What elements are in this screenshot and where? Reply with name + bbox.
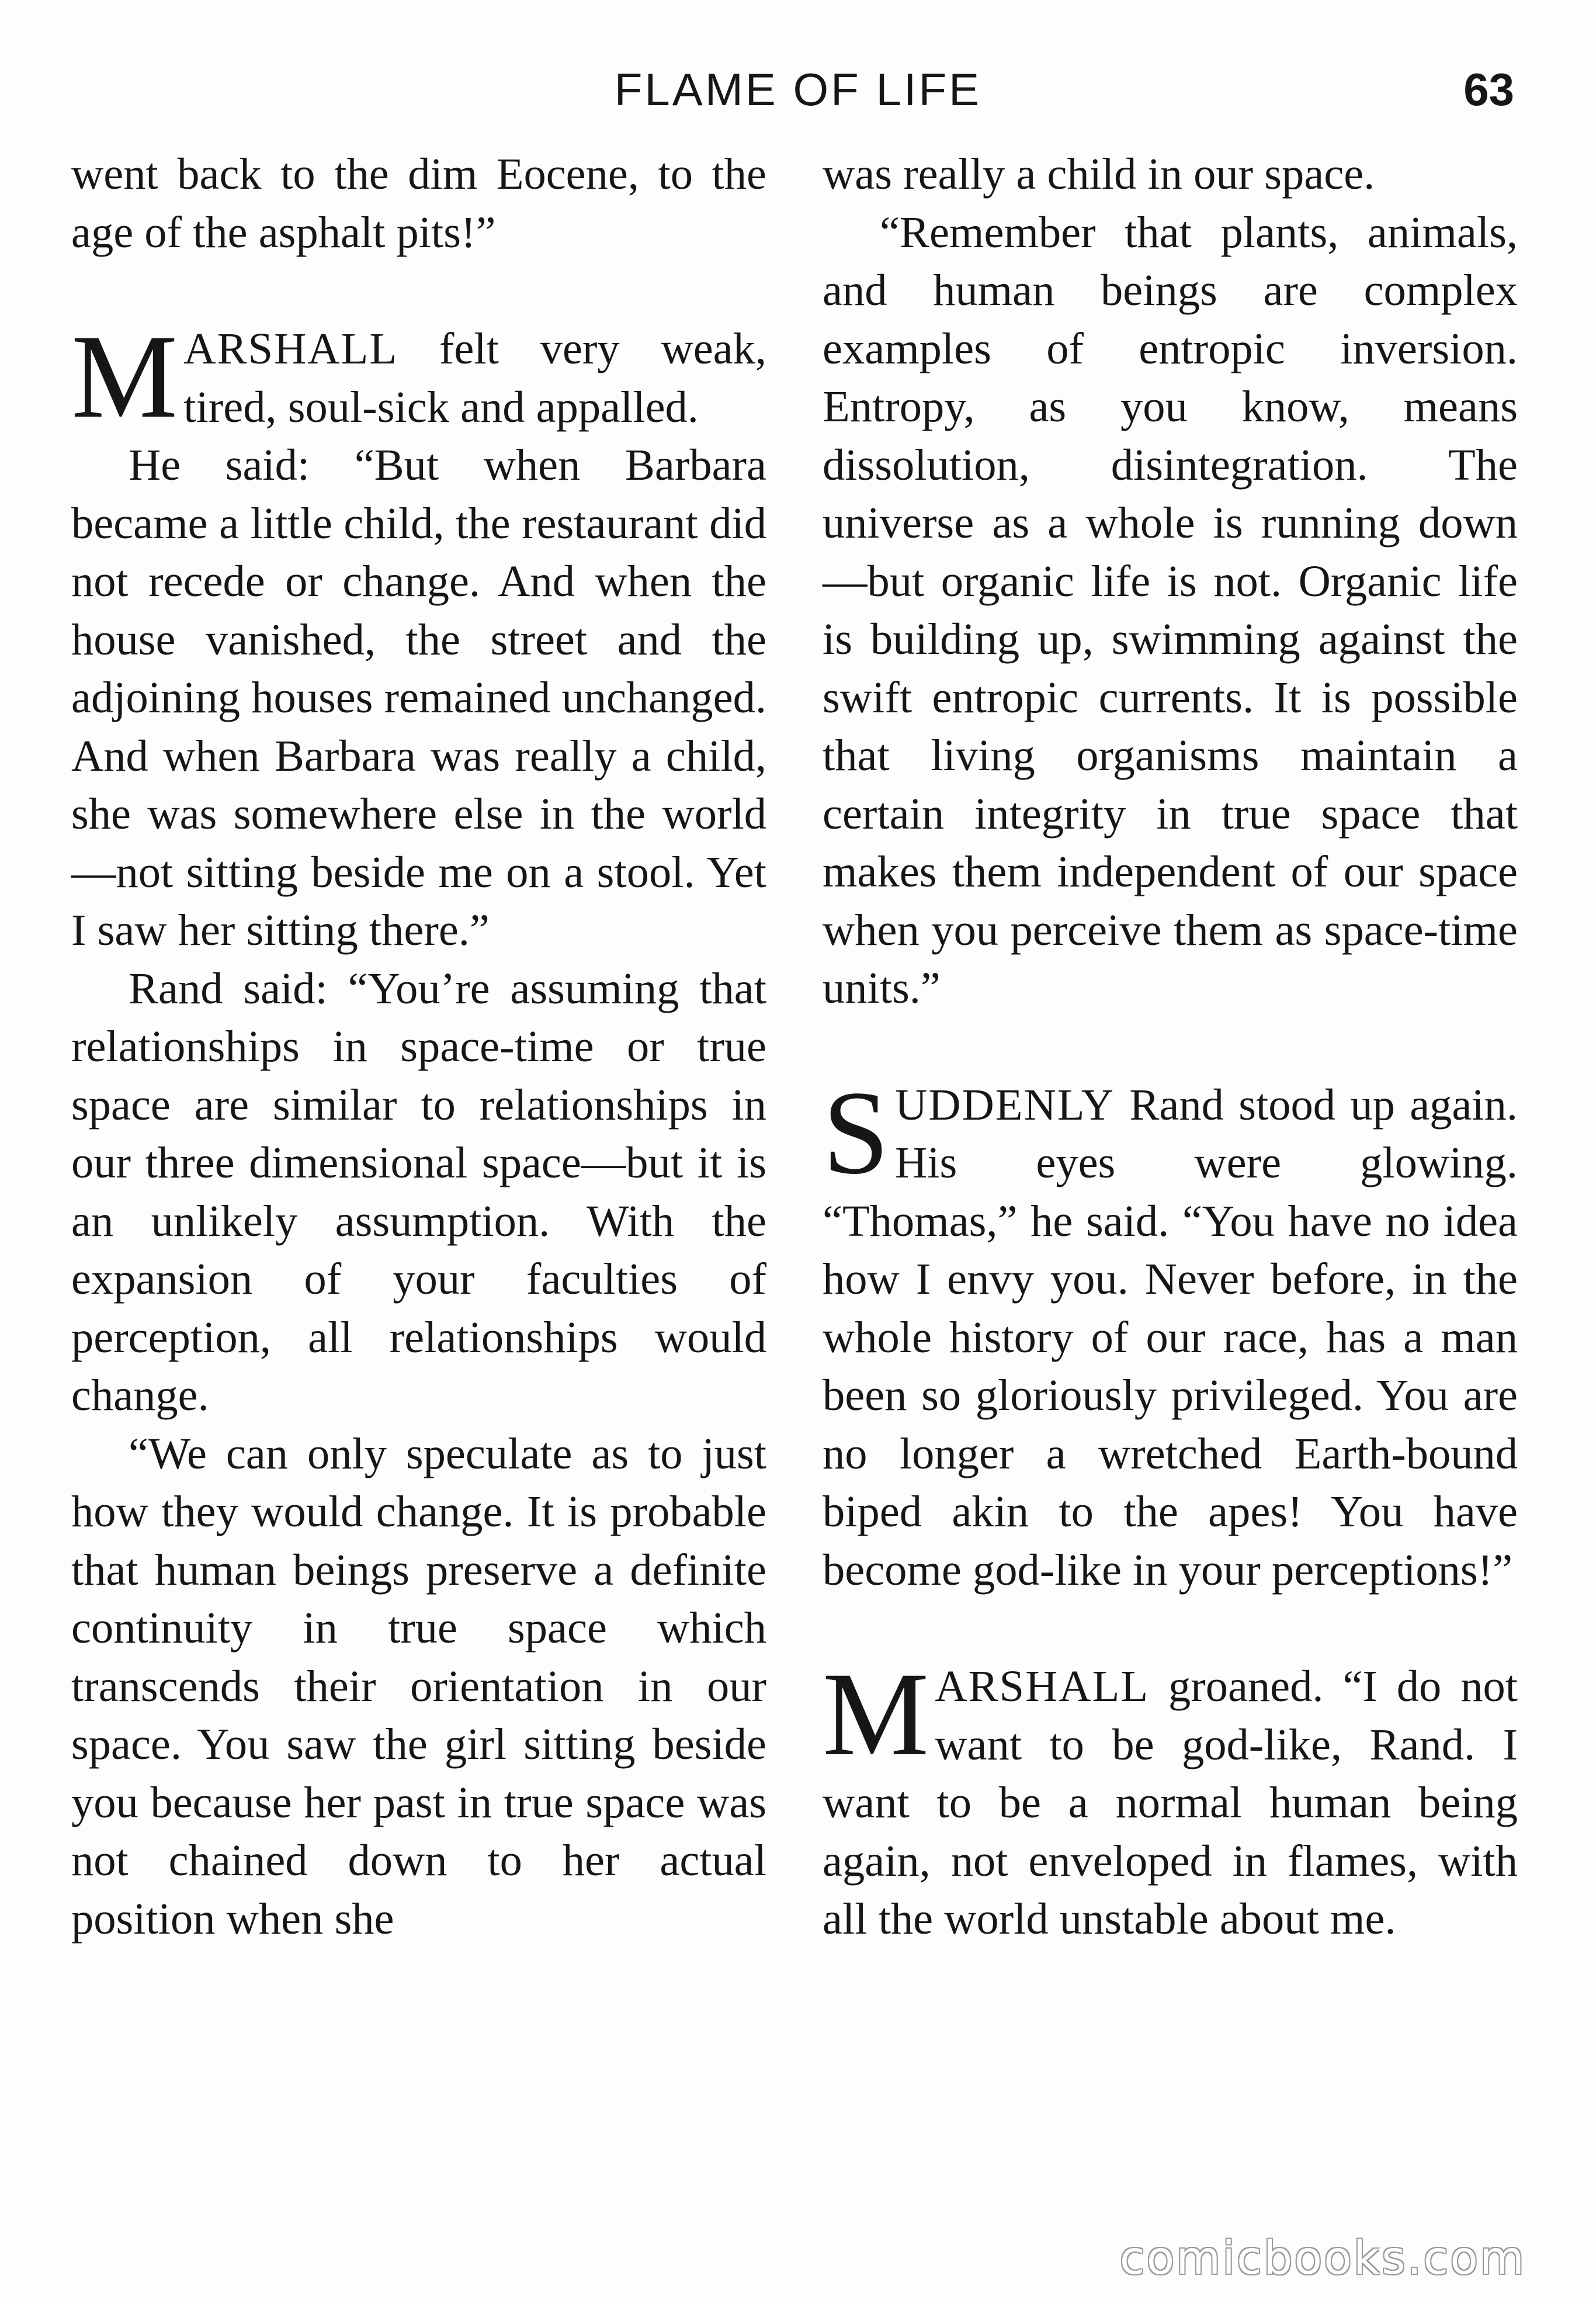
page-number: 63 <box>1463 64 1514 115</box>
paragraph-text: groaned. “I do not want to be god-like, Rand. I want to be a normal human being again, not enveloped in flames, with all the world unstable about me. <box>823 1661 1518 1944</box>
running-head: FLAME OF LIFE <box>614 64 982 115</box>
paragraph: was really a child in our space. <box>823 149 1375 199</box>
left-column <box>71 145 766 1948</box>
paragraph-text: Rand stood up again. His eyes were glowing. “Thomas,” he said. “You have no idea how I envy you. Never before, in the whole history of our race, has a man been so gloriously privileged. You are no longer a wretched Earth-bound biped akin to the apes! You have become god-like in your perceptions!” <box>823 1079 1518 1595</box>
drop-cap: M <box>71 310 178 443</box>
right-column <box>823 145 1518 1948</box>
small-caps-lead: ARSHALL <box>183 324 398 373</box>
paragraph: “Remember that plants, animals, and human beings are complex examples of entropic inversion. Entropy, as you know, means dissolution, disintegration. The universe as a whole is running down—but organic life is not. Organic life is building up, swimming against the swift entropic currents. It is possible that living organisms maintain a certain integrity in true space that makes them independent of our space when you perceive them as space-time units.” <box>823 207 1518 1013</box>
paragraph: “We can only speculate as to just how they would change. It is probable that human beings preserve a definite continuity in true space which transcends their orientation in our space. You saw the girl sitting beside you because her past in true space was not chained down to her actual position when she <box>71 1428 766 1944</box>
watermark: comicbooks.com <box>1119 2232 1526 2285</box>
paragraph <box>823 1648 1518 1948</box>
paragraph <box>71 310 766 443</box>
paragraph: He said: “But when Barbara became a little child, the restaurant did not recede or change. And when the house vanished, the street and the adjoining houses remained unchanged. And when Barbara was really a child, she was somewhere else in the world—not sitting beside me on a stool. Yet I saw her sitting there.” <box>71 440 766 955</box>
small-caps-lead: UDDENLY <box>895 1079 1115 1130</box>
paragraph: went back to the dim Eocene, to the age of the asphalt pits!” <box>71 149 766 257</box>
paragraph <box>823 1066 1518 1599</box>
section-break <box>823 1017 1518 1076</box>
page-header <box>0 63 1596 122</box>
drop-cap: M <box>823 1648 929 1781</box>
drop-cap: S <box>823 1066 890 1199</box>
paragraph-text: felt very weak, tired, soul-sick and appalled. <box>183 324 766 432</box>
paragraph: Rand said: “You’re assuming that relationships in space-time or true space are similar to relationships in our three dimensional space—but it is an unlikely assumption. With the expansion of your faculties of perception, all relationships would change. <box>71 963 766 1420</box>
small-caps-lead: ARSHALL <box>935 1661 1150 1711</box>
